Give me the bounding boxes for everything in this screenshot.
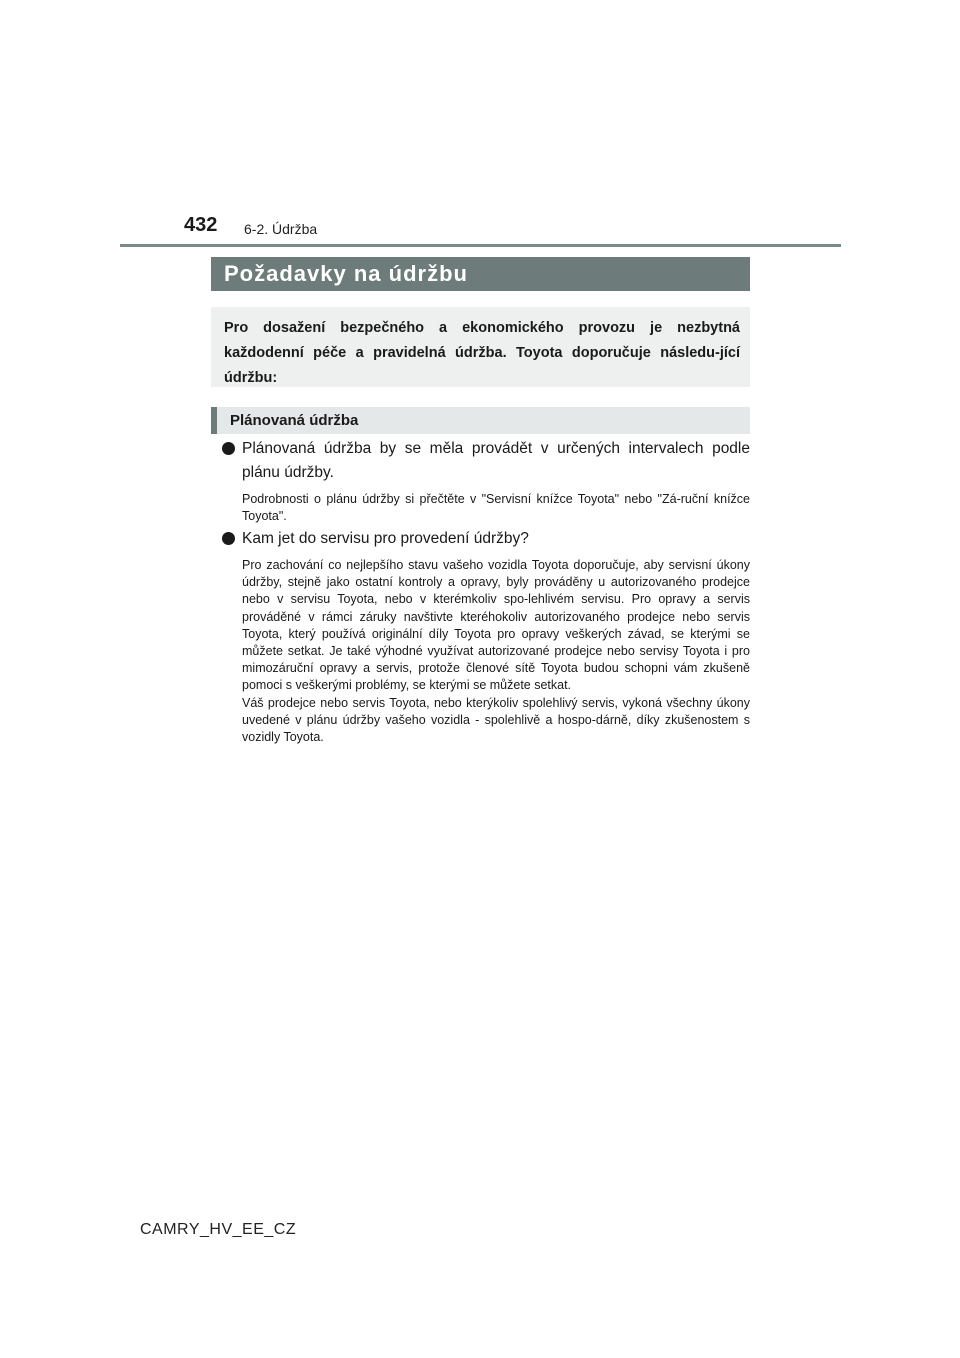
page-number: 432 [184,214,218,236]
bullet-detail [242,491,750,525]
intro-box [211,307,750,387]
detail-paragraph: Podrobnosti o plánu údržby si přečtěte v "Servisní knížce Toyota" nebo "Zá-ruční knížce Toyota". [242,492,750,524]
bullet-dot-icon [222,532,235,545]
bullet-dot-icon [222,442,235,455]
detail-paragraph: Váš prodejce nebo servis Toyota, nebo kterýkoliv spolehlivý servis, vykoná všechny úkony uvedené v plánu údržby vašeho vozidla - spolehlivě a hospo-dárně, díky zkušenostem s vozidly Toyota. [242,695,750,745]
bullet-text: Kam jet do servisu pro provedení údržby? [242,530,529,547]
detail-paragraph: Pro zachování co nejlepšího stavu vašeho vozidla Toyota doporučuje, aby servisní úkony údržby, stejně jako ostatní kontroly a opravy, byly prováděny u autorizovaného prodejce nebo v servisu Toyota, nebo v kterémkoliv spo-lehlivém servisu. Pro opravy a servis prováděné v rámci záruky navštivte kteréhokoliv autorizovaného prodejce nebo servis Toyota, který používá originální díly Toyota pro opravy veškerých závad, se kterými se můžete setkat. Je také výhodné využívat autorizované prodejce nebo servisy Toyota i pro mimozáruční opravy a servis, protože členové sítě Toyota budou schopni vám zkušeně pomoci s veškerými problémy, se kterými se můžete setkat. [242,558,750,693]
bullet-item [222,527,750,551]
section-heading: Plánovaná údržba [230,412,359,429]
bullet-text: Plánovaná údržba by se měla provádět v určených intervalech podle plánu údržby. [242,440,750,481]
bullet-detail [242,557,750,746]
intro-text: Pro dosažení bezpečného a ekonomického provozu je nezbytná každodenní péče a pravidelná údržba. Toyota doporučuje následu-jící údržbu: [224,320,740,386]
page-title: Požadavky na údržbu [224,261,468,286]
bullet-item [222,437,750,485]
header-rule [120,244,841,247]
title-bar [211,257,750,291]
running-head: 6-2. Údržba [244,221,318,237]
document-code: CAMRY_HV_EE_CZ [140,1221,297,1238]
section-heading-bar [211,407,750,434]
